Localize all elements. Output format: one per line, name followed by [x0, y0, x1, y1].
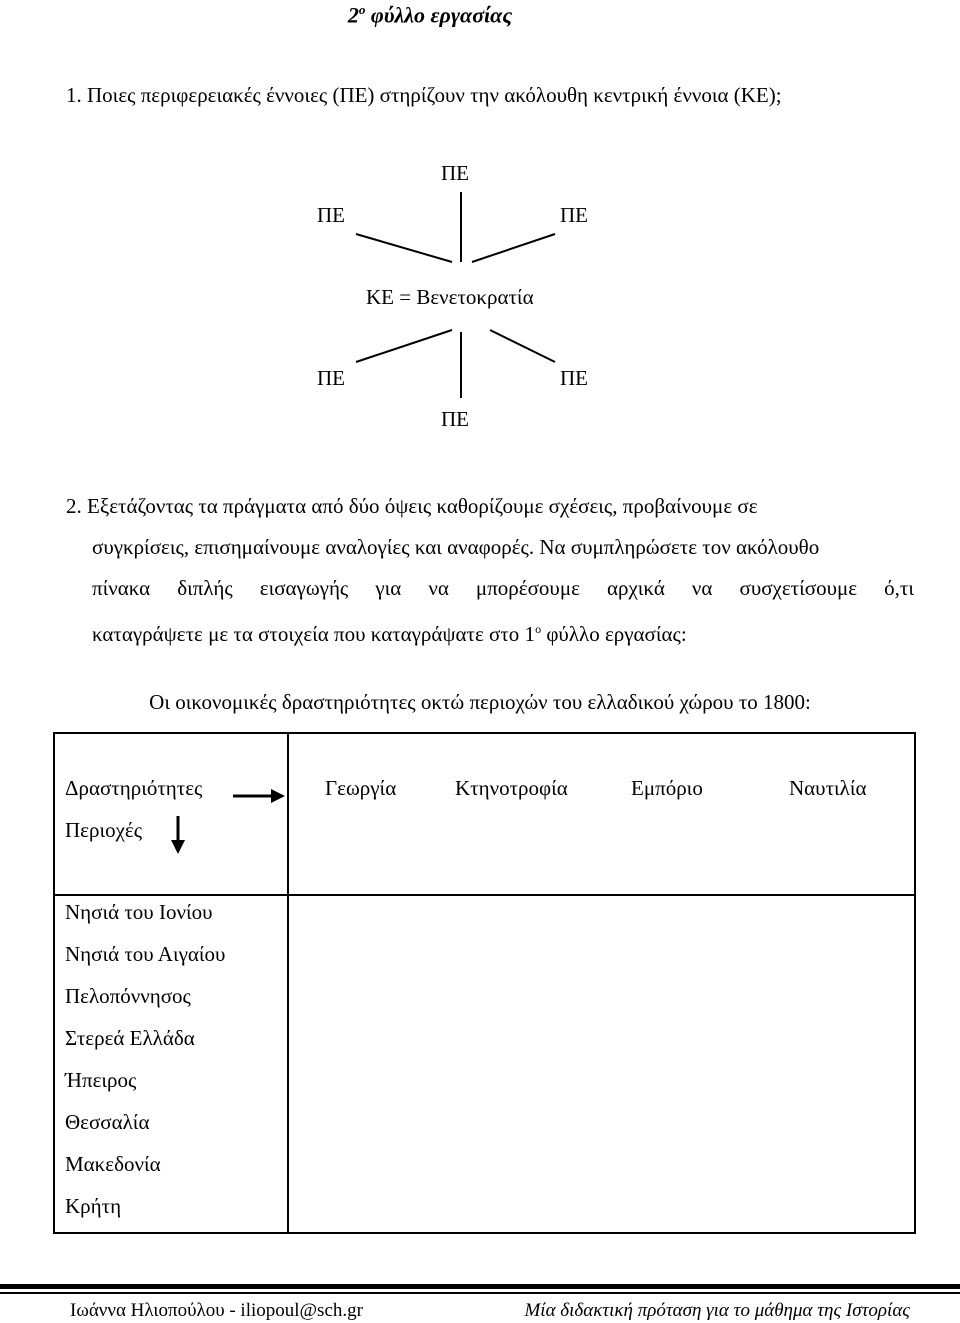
question-2-line-2: συγκρίσεις, επισημαίνουμε αναλογίες και αναφορές. Να συμπληρώσετε τον ακόλουθο	[92, 535, 820, 559]
activities-header-cell	[288, 733, 915, 895]
region-label: Νησιά του Ιονίου	[65, 900, 213, 924]
region-label: Νησιά του Αιγαίου	[65, 942, 226, 966]
region-label: Στερεά Ελλάδα	[65, 1026, 195, 1050]
question-2-line-4: καταγράψετε με τα στοιχεία που καταγράψατε στο $1^o$ φύλλο εργασίας:	[92, 622, 687, 646]
table-header-row	[54, 733, 915, 895]
activity-header: Ναυτιλία	[789, 776, 867, 800]
region-label: Μακεδονία	[65, 1152, 161, 1176]
concept-node-top-right: ΠΕ	[560, 203, 588, 227]
answer-area-cell[interactable]	[288, 895, 915, 1233]
column-axis-label: Περιοχές	[65, 818, 143, 842]
table-body-row	[54, 895, 915, 1233]
region-label: Πελοπόννησος	[65, 984, 191, 1008]
regions-cell	[54, 895, 288, 1233]
title-number: 2	[347, 2, 359, 28]
concept-node-bottom-left: ΠΕ	[317, 366, 345, 390]
question-1: 1. Ποιες περιφερειακές έννοιες (ΠΕ) στηρίζουν την ακόλουθη κεντρική έννοια (ΚΕ);	[66, 83, 782, 107]
activity-header: Εμπόριο	[631, 776, 703, 800]
concept-node-top-left: ΠΕ	[317, 203, 345, 227]
title-superscript: ο	[358, 2, 366, 17]
footer-note: Μία διδακτική πρόταση για το μάθημα της Ιστορίας	[524, 1300, 910, 1321]
question-2-line-3: πίνακα διπλής εισαγωγής για να μπορέσουμε αρχικά να συσχετίσουμε ό,τι	[92, 576, 914, 600]
line-top-left	[356, 234, 452, 262]
concept-node-bottom: ΠΕ	[441, 407, 469, 431]
footer-author: Ιωάννα Ηλιοπούλου - iliopoul@sch.gr	[70, 1300, 363, 1321]
arrow-down-icon	[168, 814, 188, 856]
central-concept: ΚΕ = Βενετοκρατία	[366, 285, 534, 309]
concept-node-top: ΠΕ	[441, 161, 469, 185]
region-label: Κρήτη	[65, 1194, 122, 1218]
table-corner-cell	[54, 733, 288, 895]
region-label: Ήπειρος	[65, 1068, 137, 1092]
title-text: φύλλο εργασίας	[365, 2, 513, 28]
concept-diagram-lines	[0, 0, 960, 440]
table-caption: Οι οικονομικές δραστηριότητες οκτώ περιοχών του ελλαδικού χώρου το 1800:	[149, 690, 811, 714]
question-2-line-1: 2. Εξετάζοντας τα πράγματα από δύο όψεις καθορίζουμε σχέσεις, προβαίνουμε σε	[66, 494, 758, 518]
question-2	[66, 486, 916, 527]
row-axis-label: Δραστηριότητες	[65, 776, 203, 800]
activity-header: Γεωργία	[325, 776, 397, 800]
line-top-right	[472, 234, 555, 262]
line-bottom-right	[490, 330, 555, 362]
footer-rule-thin	[0, 1292, 960, 1294]
activity-header: Κτηνοτροφία	[455, 776, 568, 800]
double-entry-table	[53, 732, 916, 1234]
footer-rule-thick	[0, 1284, 960, 1289]
arrow-right-icon	[231, 786, 287, 806]
concept-node-bottom-right: ΠΕ	[560, 366, 588, 390]
line-bottom-left	[356, 330, 452, 362]
region-label: Θεσσαλία	[65, 1110, 150, 1134]
